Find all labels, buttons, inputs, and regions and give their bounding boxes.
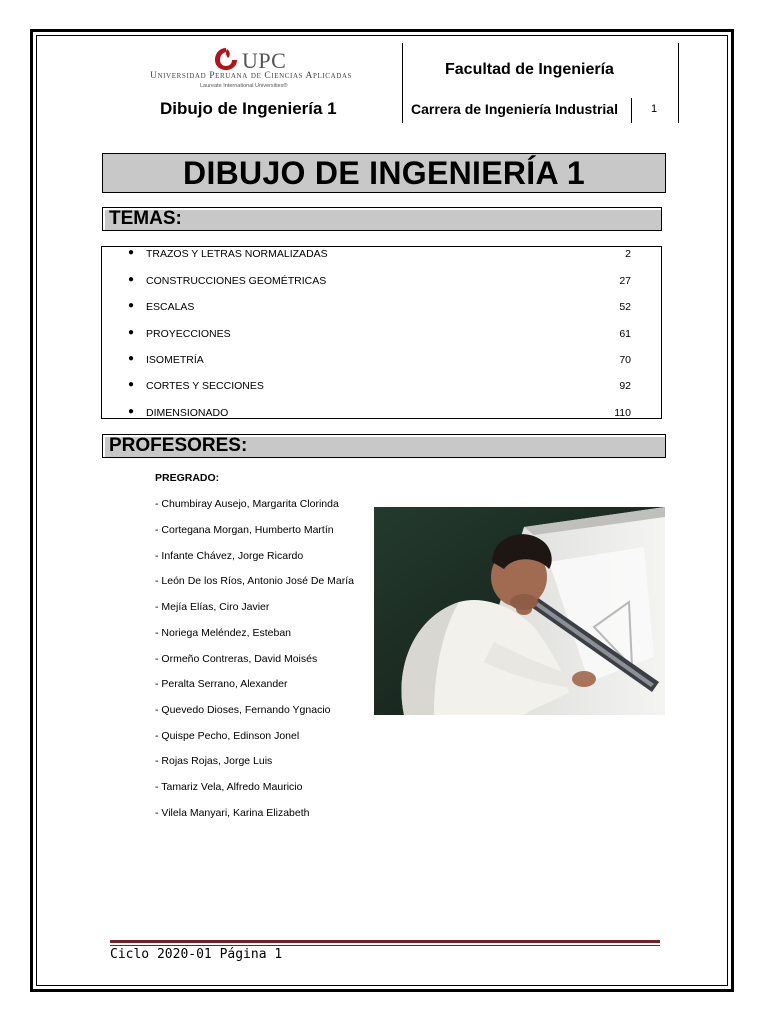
toc-label: DIMENSIONADO [146,407,229,419]
toc-label: CONSTRUCCIONES GEOMÉTRICAS [146,275,327,287]
upc-logo [150,46,365,94]
professor-name: - Ormeño Contreras, David Moisés [155,653,318,665]
professor-name: - Chumbiray Ausejo, Margarita Clorinda [155,498,339,510]
bullet-icon: ● [128,353,135,364]
bullet-icon: ● [128,379,135,390]
professor-name: - Cortegana Morgan, Humberto Martín [155,524,334,536]
professor-name: - Quevedo Dioses, Fernando Ygnacio [155,704,331,716]
toc-item[interactable] [102,354,661,368]
profesores-heading-bar [102,434,666,458]
professor-name: - Peralta Serrano, Alexander [155,678,288,690]
toc-page: 70 [619,354,631,366]
course-title: Dibujo de Ingeniería 1 [160,99,337,118]
temas-heading: TEMAS: [109,208,182,229]
temas-heading-bar [102,207,662,231]
faculty-name: Facultad de Ingeniería [445,61,614,78]
professor-name: - Rojas Rojas, Jorge Luis [155,755,273,767]
toc-label: PROYECCIONES [146,328,231,340]
toc-label: TRAZOS Y LETRAS NORMALIZADAS [146,248,328,260]
toc-page: 52 [619,301,631,313]
document-title-box [102,153,666,193]
bullet-icon: ● [128,406,135,417]
professor-name: - Tamariz Vela, Alfredo Mauricio [155,781,303,793]
toc-item[interactable] [102,380,661,394]
footer-rule [110,940,660,943]
professor-name: - Quispe Pecho, Edinson Jonel [155,730,300,742]
pregrado-label: PREGRADO: [155,472,220,484]
logo-network: Laureate International Universities® [200,83,288,89]
toc-page: 92 [619,380,631,392]
toc-page: 27 [619,275,631,287]
profesores-heading: PROFESORES: [109,435,248,456]
header-divider [402,43,403,123]
header-divider [678,43,679,123]
professor-name: - Vilela Manyari, Karina Elizabeth [155,807,310,819]
upc-emblem-icon [212,46,240,72]
toc-item[interactable] [102,328,661,342]
toc-label: ISOMETRÍA [146,354,204,366]
logo-brand: UPC [242,48,287,73]
bullet-icon: ● [128,327,135,338]
toc-label: CORTES Y SECCIONES [146,380,264,392]
professor-name: - Mejía Elías, Ciro Javier [155,601,270,613]
drafting-student-photo [374,507,665,715]
toc-item[interactable] [102,301,661,315]
header-page-number: 1 [651,103,658,115]
document-title: DIBUJO DE INGENIERÍA 1 [183,154,585,191]
professor-name: - Infante Chávez, Jorge Ricardo [155,550,304,562]
bullet-icon: ● [128,300,135,311]
toc-item[interactable] [102,275,661,289]
header-divider [631,98,632,123]
logo-university: Universidad Peruana de Ciencias Aplicadas [150,71,353,81]
professor-name: - Noriega Meléndez, Esteban [155,627,291,639]
toc-item[interactable] [102,248,661,262]
professor-name: - León De los Ríos, Antonio José De María [155,575,355,587]
career-name: Carrera de Ingeniería Industrial [411,101,618,117]
footer-rule [110,945,660,946]
toc-page: 2 [625,248,631,260]
bullet-icon: ● [128,247,135,258]
toc-page: 61 [619,328,631,340]
toc-page: 110 [614,407,631,419]
footer-text: Ciclo 2020-01 Página 1 [110,947,283,962]
bullet-icon: ● [128,274,135,285]
toc-item[interactable] [102,407,661,421]
toc-label: ESCALAS [146,301,195,313]
toc-table [101,246,662,419]
